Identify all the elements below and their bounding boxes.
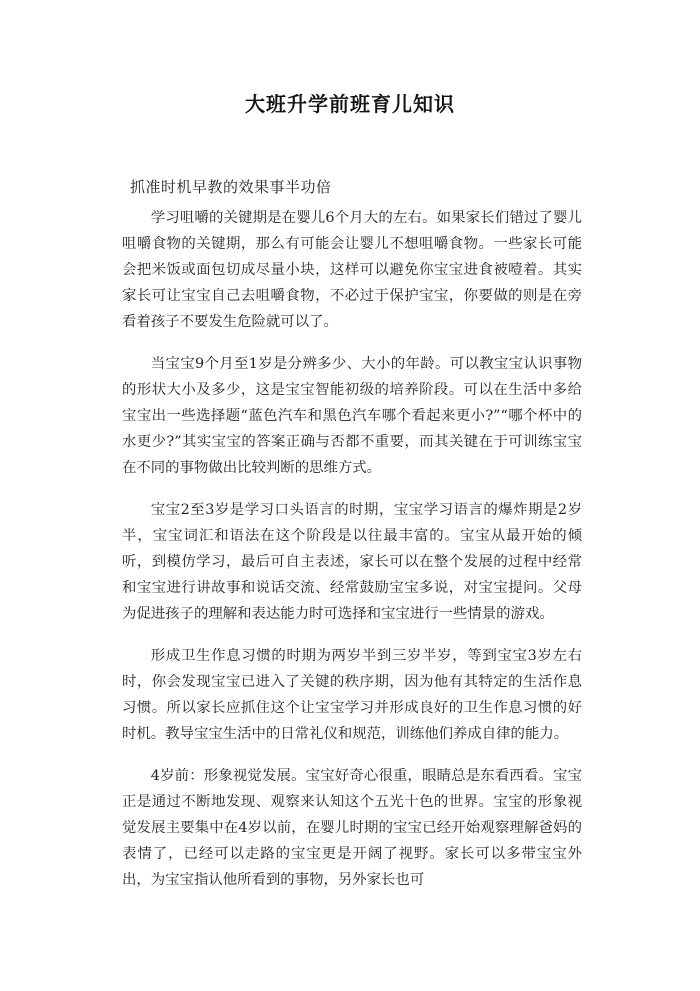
paragraph: 宝宝2至3岁是学习口头语言的时期，宝宝学习语言的爆炸期是2岁半，宝宝词汇和语法在这个阶段是以往最丰富的。宝宝从最开始的倾听，到模仿学习，最后可自主表述，家长可以在整个发展的过程中经常和宝宝进行讲故事和说话交流、经常鼓励宝宝多说，对宝宝提问。父母为促进孩子的理解和表达能力时可选择和宝宝进行一些情景的游戏。	[122, 502, 582, 622]
paragraph: 形成卫生作息习惯的时期为两岁半到三岁半岁，等到宝宝3岁左右时，你会发现宝宝已进入了关键的秩序期，因为他有其特定的生活作息习惯。所以家长应抓住这个让宝宝学习并形成良好的卫生作息习惯的好时机。教导宝宝生活中的日常礼仪和规范，训练他们养成自律的能力。	[122, 648, 582, 742]
document-body	[122, 205, 582, 909]
paragraph: 学习咀嚼的关键期是在婴儿6个月大的左右。如果家长们错过了婴儿咀嚼食物的关键期，那么有可能会让婴儿不想咀嚼食物。一些家长可能会把米饭或面包切成尽量小块，这样可以避免你宝宝进食被噎着。其实家长可让宝宝自己去咀嚼食物，不必过于保护宝宝，你要做的则是在旁看着孩子不要发生危险就可以了。	[122, 210, 582, 330]
document-title: 大班升学前班育儿知识	[245, 92, 455, 116]
paragraph: 当宝宝9个月至1岁是分辨多少、大小的年龄。可以教宝宝认识事物的形状大小及多少，这是宝宝智能初级的培养阶段。可以在生活中多给宝宝出一些选择题“蓝色汽车和黑色汽车哪个看起来更小?”“哪个杯中的水更少?”其实宝宝的答案正确与否都不重要，而其关键在于可训练宝宝在不同的事物做出比较判断的思维方式。	[122, 356, 582, 476]
paragraph: 4岁前：形象视觉发展。宝宝好奇心很重，眼睛总是东看西看。宝宝正是通过不断地发现、观察来认知这个五光十色的世界。宝宝的形象视觉发展主要集中在4岁以前，在婴儿时期的宝宝已经开始观察理解爸妈的表情了，已经可以走路的宝宝更是开阔了视野。家长可以多带宝宝外出，为宝宝指认他所看到的事物，另外家长也可	[122, 768, 582, 888]
document-subtitle: 抓准时机早教的效果事半功倍	[130, 178, 332, 196]
